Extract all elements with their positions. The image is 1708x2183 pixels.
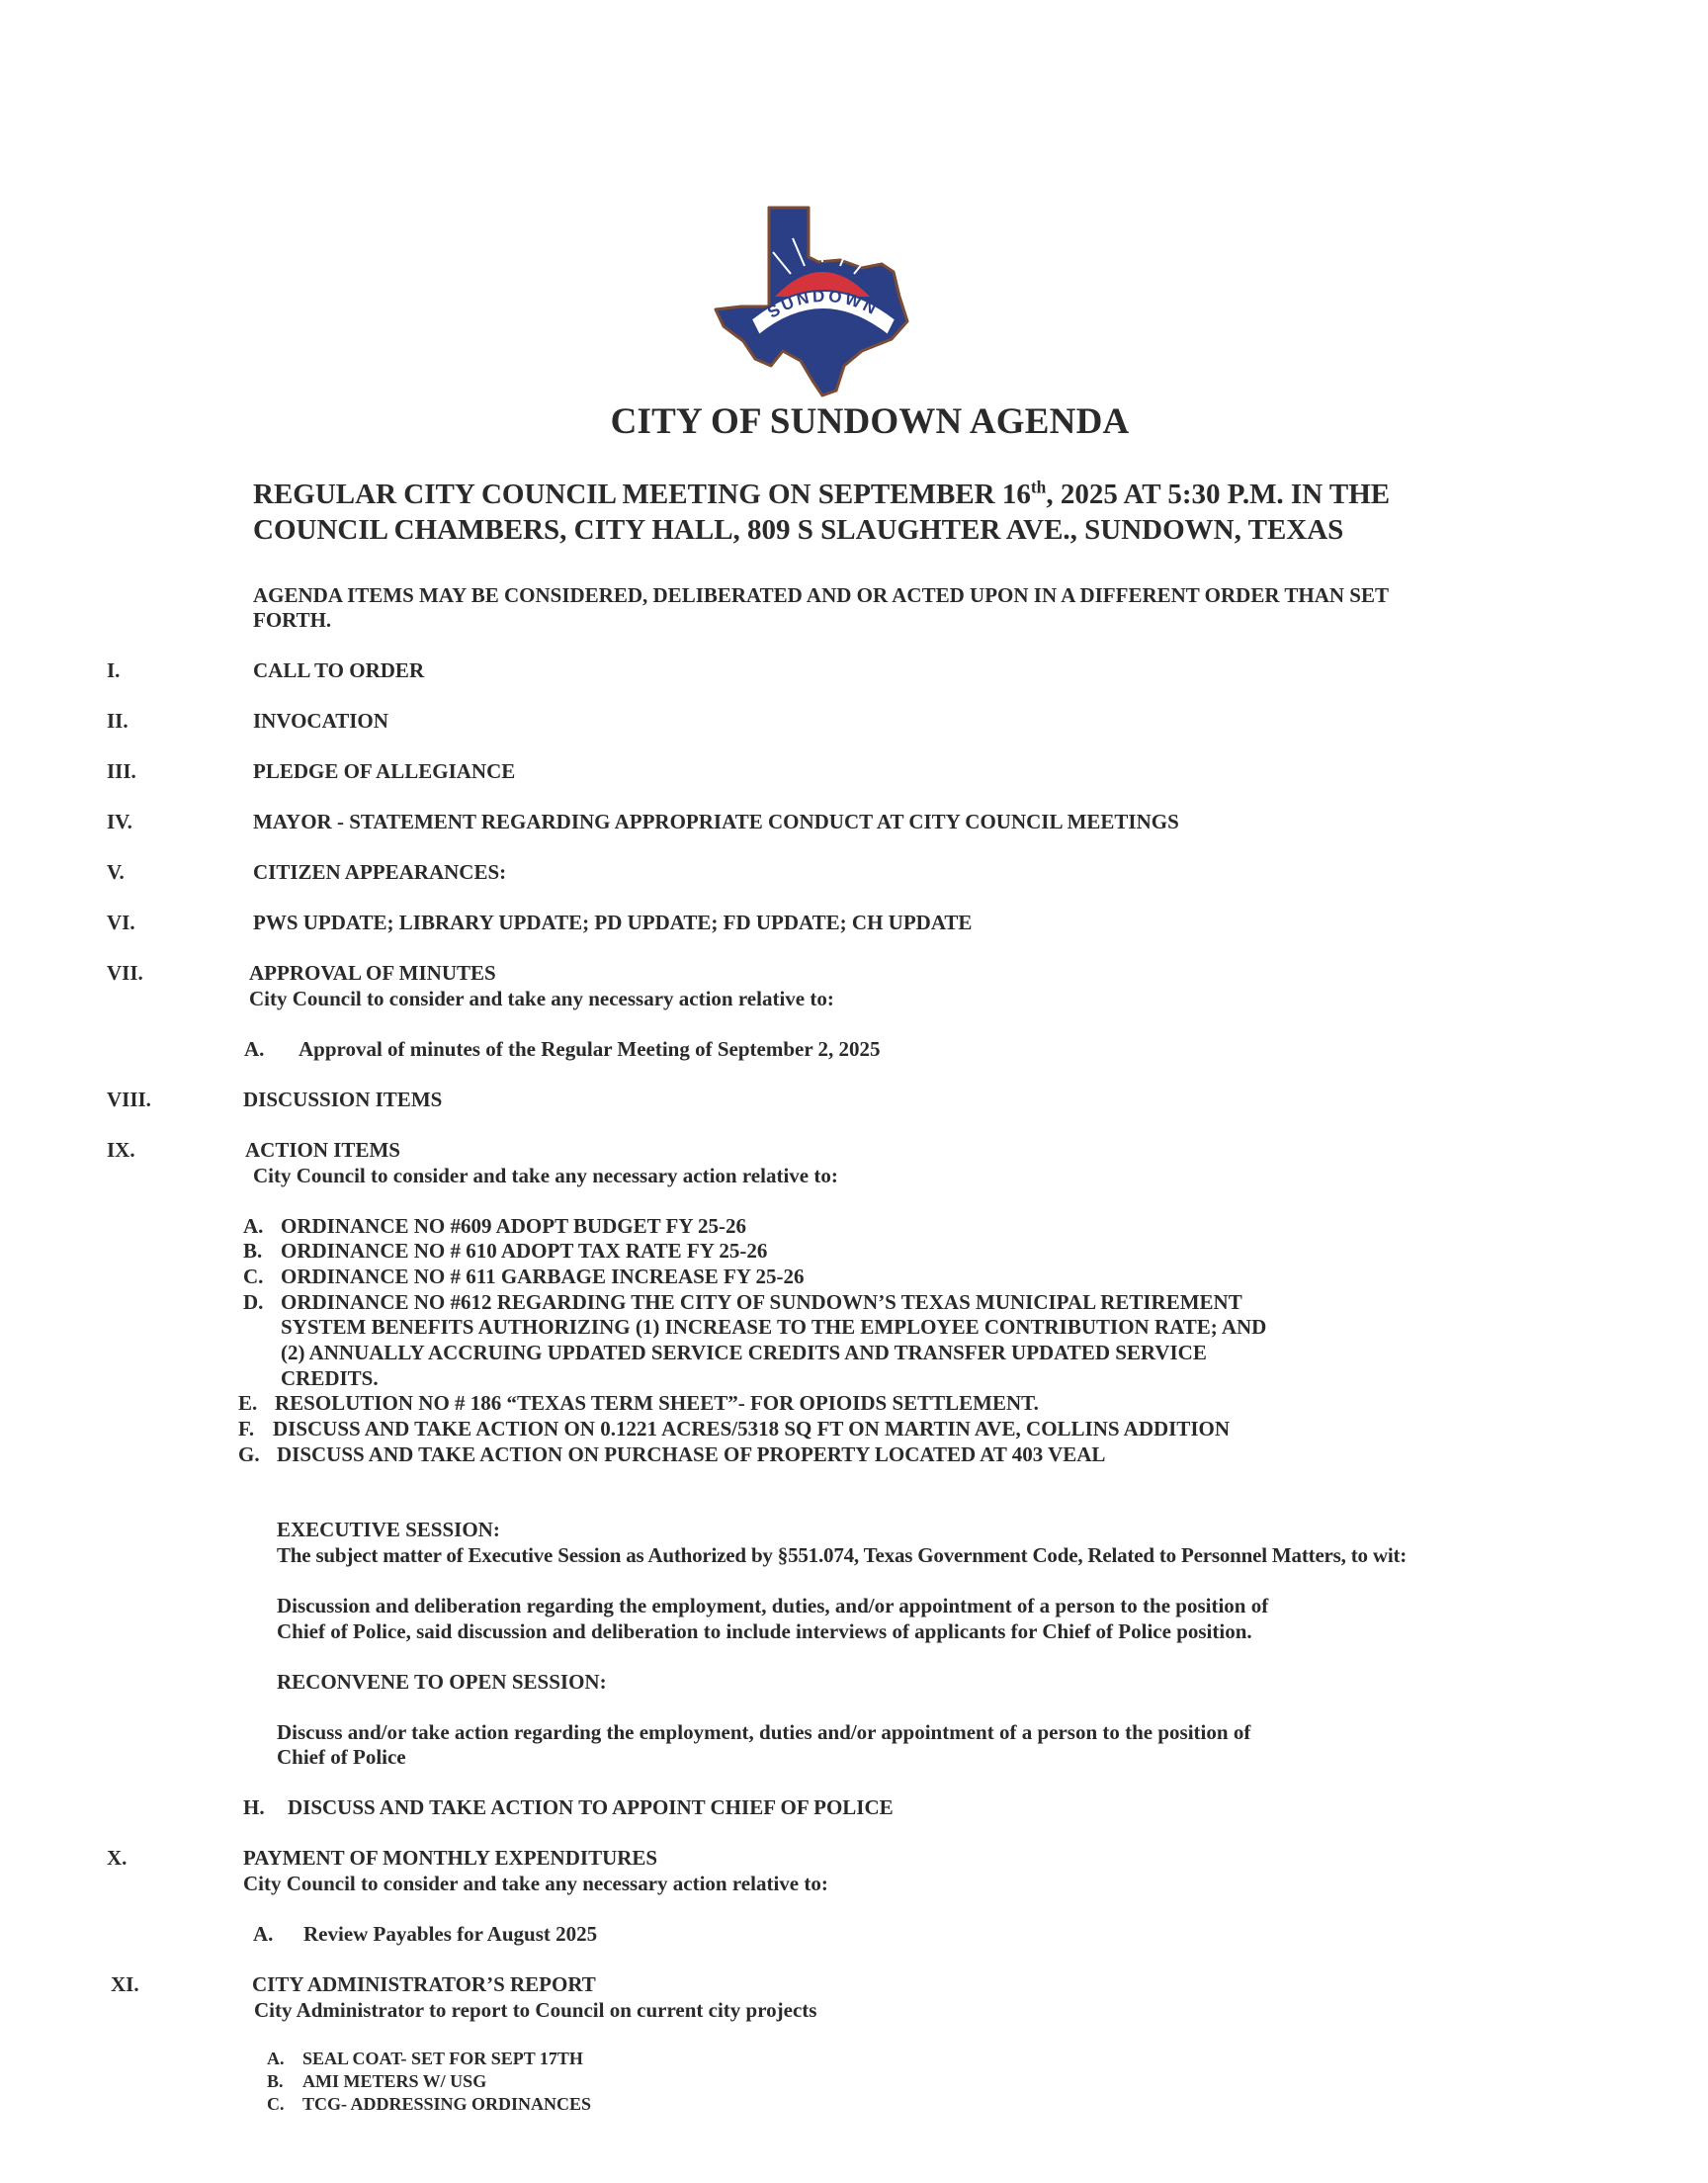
item-description: City Administrator to report to Council on current city projects [254,1998,817,2022]
item-description: City Council to consider and take any necessary action relative to: [253,1164,838,1187]
item-title: PLEDGE OF ALLEGIANCE [253,759,516,783]
item-number: VI. [107,911,135,934]
sub-item-text: TCG- ADDRESSING ORDINANCES [302,2094,592,2114]
item-description: City Council to consider and take any necessary action relative to: [249,987,834,1010]
notice-line-1: AGENDA ITEMS MAY BE CONSIDERED, DELIBERATED AND OR ACTED UPON IN A DIFFERENT ORDER THAN SET [253,583,1389,607]
sub-item-letter: A. [243,1214,264,1238]
item-title: MAYOR - STATEMENT REGARDING APPROPRIATE CONDUCT AT CITY COUNCIL MEETINGS [253,810,1179,833]
sub-item-letter: C. [243,1265,264,1288]
sub-item-letter: B. [243,1239,263,1263]
sub-item-letter: D. [243,1290,264,1314]
item-title: CALL TO ORDER [253,658,425,682]
executive-session-description: The subject matter of Executive Session as Authorized by §551.074, Texas Government Code, Related to Personnel Matters, to wit: [277,1543,1408,1567]
page-title: CITY OF SUNDOWN AGENDA [610,401,1130,442]
item-number: X. [107,1846,128,1870]
item-number: VII. [107,961,143,985]
meeting-line-2: COUNCIL CHAMBERS, CITY HALL, 809 S SLAUGHTER AVE., SUNDOWN, TEXAS [253,514,1344,546]
sub-item-text: DISCUSS AND TAKE ACTION ON 0.1221 ACRES/5318 SQ FT ON MARTIN AVE, COLLINS ADDITION [273,1417,1230,1441]
sub-item-text: Review Payables for August 2025 [303,1922,598,1946]
sub-item-text: AMI METERS W/ USG [302,2071,487,2091]
sub-item-text: RESOLUTION NO # 186 “TEXAS TERM SHEET”- FOR OPIOIDS SETTLEMENT. [275,1391,1039,1415]
sub-item-text: DISCUSS AND TAKE ACTION ON PURCHASE OF PROPERTY LOCATED AT 403 VEAL [277,1442,1106,1466]
item-title: PAYMENT OF MONTHLY EXPENDITURES [243,1846,658,1870]
executive-session-paragraph: Chief of Police, said discussion and deliberation to include interviews of applicants for Chief of Police position. [277,1619,1252,1643]
sub-item-letter: F. [238,1417,255,1441]
item-number: VIII. [107,1088,151,1111]
sub-item-text: SEAL COAT- SET FOR SEPT 17TH [302,2049,583,2068]
reconvene-heading: RECONVENE TO OPEN SESSION: [277,1670,607,1694]
reconvene-paragraph: Discuss and/or take action regarding the employment, duties and/or appointment of a person to the position of [277,1720,1251,1744]
sub-item-letter: H. [243,1795,265,1819]
logo-text: SUNDOWN [764,286,883,322]
sub-item-letter: B. [267,2071,284,2091]
sub-item-letter: C. [267,2094,285,2114]
meeting-line-1: REGULAR CITY COUNCIL MEETING ON SEPTEMBER 16th, 2025 AT 5:30 P.M. IN THE [253,477,1391,510]
sub-item-text: ORDINANCE NO #612 REGARDING THE CITY OF SUNDOWN’S TEXAS MUNICIPAL RETIREMENT [281,1290,1242,1314]
item-number: XI. [111,1972,139,1996]
sub-item-letter: G. [238,1442,260,1466]
sub-item-text: DISCUSS AND TAKE ACTION TO APPOINT CHIEF OF POLICE [288,1795,894,1819]
sub-item-letter: A. [267,2049,285,2068]
item-number: V. [107,860,125,884]
item-number: IV. [107,810,132,833]
sub-item-text: Approval of minutes of the Regular Meeting of September 2, 2025 [299,1037,881,1061]
reconvene-paragraph: Chief of Police [277,1745,406,1769]
sub-item-continuation: (2) ANNUALLY ACCRUING UPDATED SERVICE CREDITS AND TRANSFER UPDATED SERVICE [281,1341,1207,1364]
sub-item-continuation: CREDITS. [281,1366,379,1390]
item-title: PWS UPDATE; LIBRARY UPDATE; PD UPDATE; FD UPDATE; CH UPDATE [253,911,973,934]
item-title: ACTION ITEMS [245,1138,400,1162]
item-number: IX. [107,1138,135,1162]
item-title: INVOCATION [253,709,388,733]
executive-session-heading: EXECUTIVE SESSION: [277,1518,500,1541]
sub-item-text: ORDINANCE NO # 611 GARBAGE INCREASE FY 25-26 [281,1265,805,1288]
item-number: I. [107,658,121,682]
sundown-texas-logo [714,203,931,400]
notice-line-2: FORTH. [253,608,332,632]
item-title: CITY ADMINISTRATOR’S REPORT [252,1972,596,1996]
item-number: II. [107,709,128,733]
item-number: III. [107,759,136,783]
sub-item-letter: A. [244,1037,265,1061]
item-title: DISCUSSION ITEMS [243,1088,443,1111]
executive-session-paragraph: Discussion and deliberation regarding the employment, duties, and/or appointment of a person to the position of [277,1594,1269,1617]
sub-item-letter: E. [238,1391,258,1415]
sub-item-letter: A. [253,1922,274,1946]
sub-item-text: ORDINANCE NO #609 ADOPT BUDGET FY 25-26 [281,1214,746,1238]
item-title: APPROVAL OF MINUTES [249,961,496,985]
sub-item-text: ORDINANCE NO # 610 ADOPT TAX RATE FY 25-26 [281,1239,768,1263]
item-title: CITIZEN APPEARANCES: [253,860,507,884]
item-description: City Council to consider and take any necessary action relative to: [243,1872,828,1895]
sub-item-continuation: SYSTEM BENEFITS AUTHORIZING (1) INCREASE TO THE EMPLOYEE CONTRIBUTION RATE; AND [281,1315,1267,1339]
